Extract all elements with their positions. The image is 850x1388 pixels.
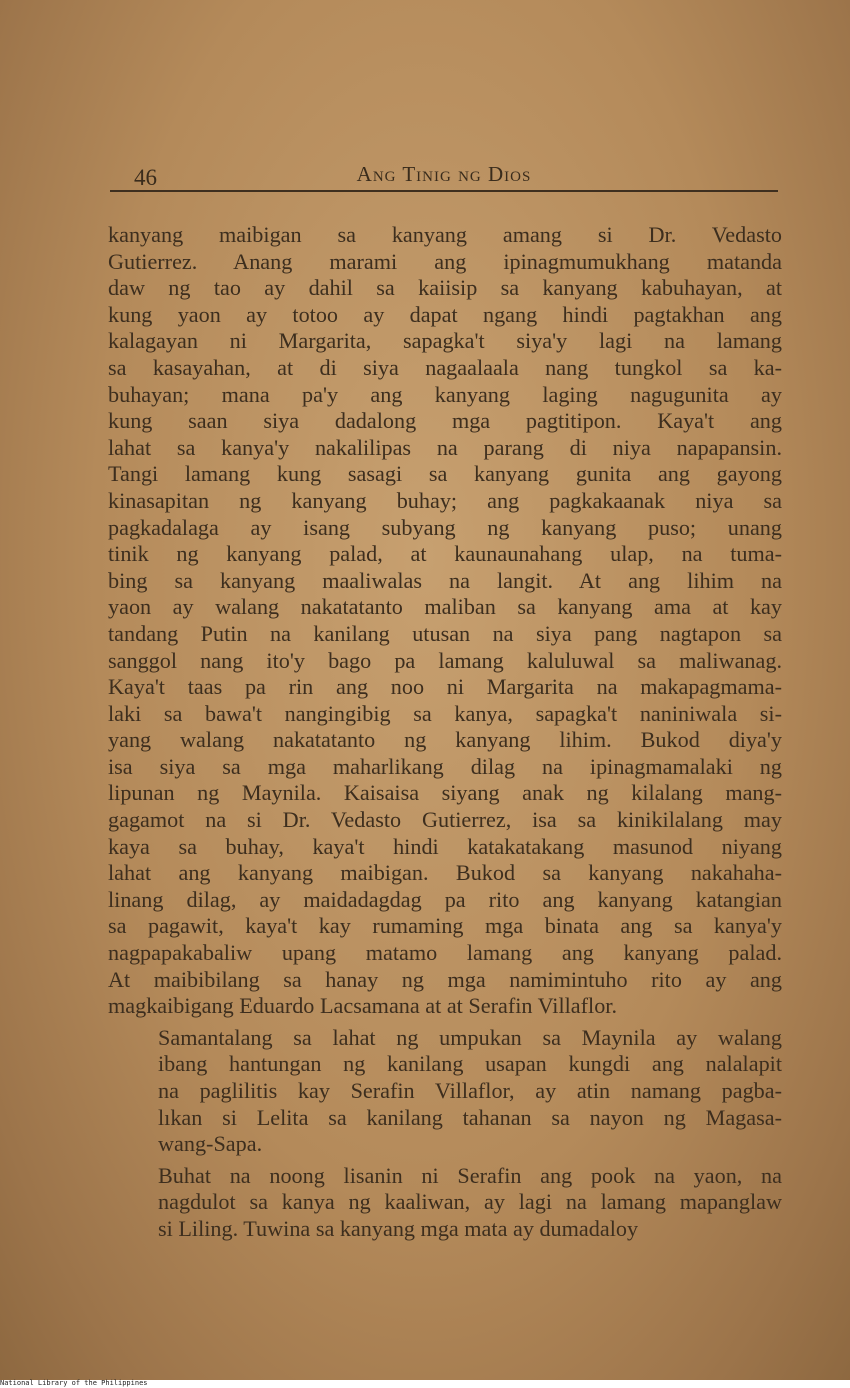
page-number: 46 xyxy=(134,165,157,190)
text-line: kaya sa buhay, kaya't hindi katakatakang masunod niyang xyxy=(108,833,782,859)
text-line: tinik ng kanyang palad, at kaunaunahang ulap, na tuma- xyxy=(108,541,782,567)
text-line: At maibibilang sa hanay ng mga namimintuho rito ay ang xyxy=(108,966,782,992)
text-line: ibang hantungan ng kanilang usapan kungdi ang nalalapit xyxy=(158,1051,782,1077)
text-line: kalagayan ni Margarita, sapagka't siya'y lagi na lamang xyxy=(108,328,782,354)
text-line: nagpapakabaliw upang matamo lamang ang kanyang palad. xyxy=(108,940,782,966)
text-line: isa siya sa mga maharlikang dilag na ipinagmamalaki ng xyxy=(108,753,782,779)
header-rule xyxy=(110,190,778,192)
text-line: gagamot na si Dr. Vedasto Gutierrez, isa sa kinikilalang may xyxy=(108,807,782,833)
text-line: Gutierrez. Anang marami ang ipinagmumukhang matanda xyxy=(108,248,782,274)
text-line: sa kasayahan, at di siya nagaalaala nang tungkol sa ka- xyxy=(108,354,782,380)
text-line: Tangi lamang kung sasagi sa kanyang gunita ang gayong xyxy=(108,461,782,487)
page-header xyxy=(110,158,778,194)
text-line: kung yaon ay totoo ay dapat ngang hindi pagtakhan ang xyxy=(108,301,782,327)
text-line: sa pagawit, kaya't kay rumaming mga binata ang sa kanya'y xyxy=(108,913,782,939)
text-line: bing sa kanyang maaliwalas na langit. At ang lihim na xyxy=(108,567,782,593)
footer-strip xyxy=(0,1380,850,1388)
text-line: magkaibigang Eduardo Lacsamana at at Serafin Villaflor. xyxy=(108,993,617,1019)
paragraph xyxy=(108,1025,782,1158)
text-line: pagkadalaga ay isang subyang ng kanyang puso; unang xyxy=(108,514,782,540)
text-line: Samantalang sa lahat ng umpukan sa Maynila ay walang xyxy=(158,1024,782,1050)
paragraph xyxy=(108,222,782,1020)
text-line: yaon ay walang nakatatanto maliban sa kanyang ama at kay xyxy=(108,594,782,620)
text-line: Buhat na noong lisanin ni Serafin ang pook na yaon, na xyxy=(158,1162,782,1188)
text-line: kung saan siya dadalong mga pagtitipon. Kaya't ang xyxy=(108,408,782,434)
paragraph xyxy=(108,1163,782,1243)
text-line: buhayan; mana pa'y ang kanyang laging nagugunita ay xyxy=(108,381,782,407)
text-line: lıkan si Lelita sa kanilang tahanan sa nayon ng Magasa- xyxy=(158,1104,782,1130)
text-line: na paglilitis kay Serafin Villaflor, ay atin namang pagba- xyxy=(158,1078,782,1103)
text-line: si Liling. Tuwina sa kanyang mga mata ay dumadaloy xyxy=(158,1215,639,1241)
running-head: Ang Tinig ng Dios xyxy=(356,162,532,186)
text-line: nagdulot sa kanya ng kaaliwan, ay lagi na lamang mapanglaw xyxy=(158,1189,782,1215)
text-line: kinasapitan ng kanyang buhay; ang pagkakaanak niya sa xyxy=(108,487,782,513)
text-line: Kaya't taas pa rin ang noo ni Margarita na makapagmama- xyxy=(108,674,782,700)
text-line: laki sa bawa't nangingibig sa kanya, sapagka't naniniwala si- xyxy=(108,700,782,726)
text-line: sanggol nang ito'y bago pa lamang kaluluwal sa maliwanag. xyxy=(108,647,782,673)
text-line: kanyang maibigan sa kanyang amang si Dr. Vedasto xyxy=(108,222,782,247)
text-line: yang walang nakatatanto ng kanyang lihim. Bukod diya'y xyxy=(108,727,782,753)
text-line: lahat ang kanyang maibigan. Bukod sa kanyang nakahaha- xyxy=(108,860,782,886)
text-line: wang-Sapa. xyxy=(158,1131,263,1157)
text-line: daw ng tao ay dahil sa kaiisip sa kanyang kabuhayan, at xyxy=(108,275,782,301)
text-line: tandang Putin na kanilang utusan na siya pang nagtapon sa xyxy=(108,620,782,646)
text-line: linang dilag, ay maidadagdag pa rito ang kanyang katangian xyxy=(108,886,782,912)
body-text xyxy=(108,222,782,1243)
text-line: lahat sa kanya'y nakalilipas na parang di niya napapansin. xyxy=(108,434,782,460)
library-credit: National Library of the Philippines xyxy=(0,1379,148,1387)
text-line: lipunan ng Maynila. Kaisaisa siyang anak ng kilalang mang- xyxy=(108,780,782,806)
